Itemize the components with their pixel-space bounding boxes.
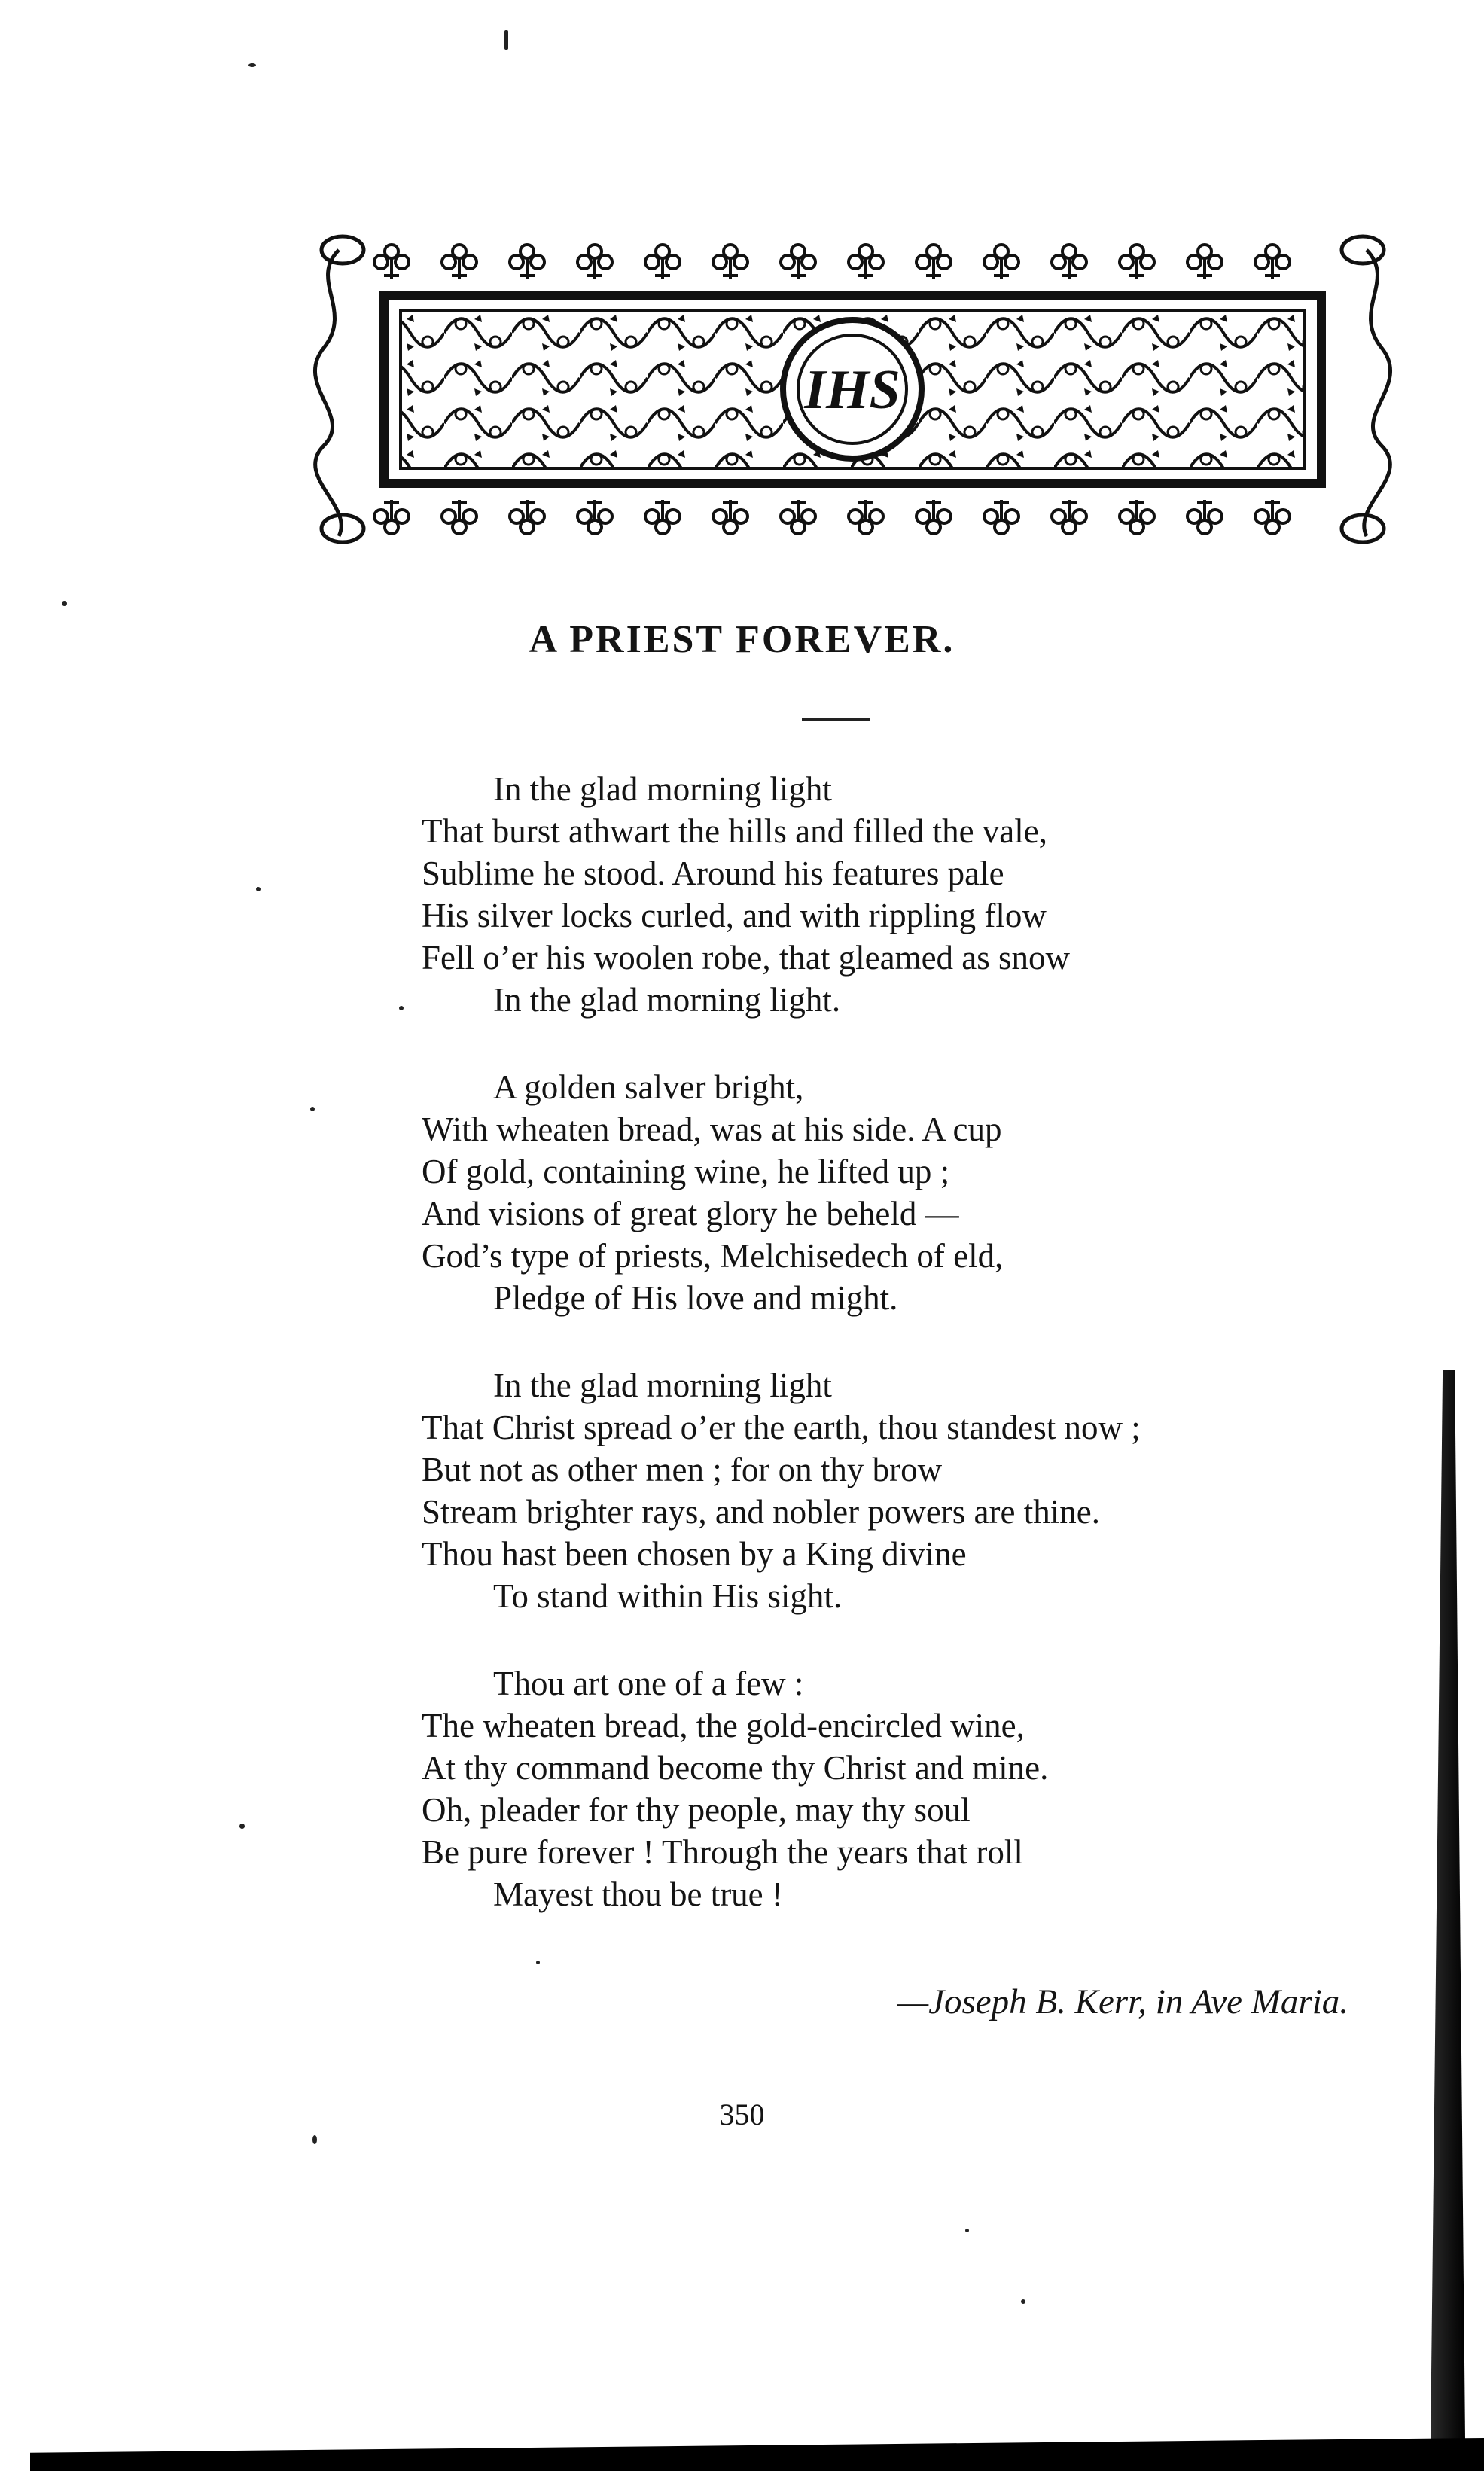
poem-line: In the glad morning light.: [493, 981, 841, 1019]
scan-shadow-edge: [30, 2438, 1484, 2471]
poem-line: Sublime he stood. Around his features pale: [422, 855, 1004, 892]
poem-line: In the glad morning light: [493, 770, 832, 808]
scan-speck: [504, 30, 508, 50]
scan-speck: [312, 2135, 317, 2144]
scan-speck: [248, 63, 256, 67]
stanza: [422, 1662, 1400, 1915]
ornamental-headpiece: [309, 220, 1397, 559]
page-number: 350: [719, 2098, 765, 2131]
poem-line: And visions of great glory he beheld —: [422, 1195, 959, 1232]
poem-line: That burst athwart the hills and filled the vale,: [422, 812, 1048, 850]
poem-attribution: —Joseph B. Kerr, in Ave Maria.: [897, 1982, 1348, 2022]
poem-line: Thou hast been chosen by a King divine: [422, 1535, 967, 1573]
poem-line: Thou art one of a few :: [493, 1665, 804, 1702]
top-fleuron-row: [374, 245, 1290, 279]
stanza: [422, 768, 1400, 1021]
stanza: [422, 1364, 1400, 1617]
scan-speck: [239, 1824, 245, 1829]
poem-line: Be pure forever ! Through the years that roll: [422, 1833, 1023, 1871]
poem-line: Oh, pleader for thy people, may thy soul: [422, 1791, 971, 1829]
poem-line: But not as other men ; for on thy brow: [422, 1451, 943, 1488]
ihs-monogram: IHS: [804, 359, 900, 421]
poem-line: A golden salver bright,: [493, 1068, 804, 1106]
scan-shadow-edge: [1431, 1370, 1465, 2439]
poem-line: Stream brighter rays, and nobler powers are thine.: [422, 1493, 1100, 1531]
scan-speck: [965, 2229, 969, 2232]
scan-speck: [399, 1006, 404, 1010]
scan-speck: [1021, 2299, 1025, 2304]
title-divider: [802, 718, 870, 721]
poem-line: His silver locks curled, and with rippling flow: [422, 897, 1047, 934]
poem-line: That Christ spread o’er the earth, thou standest now ;: [422, 1409, 1141, 1446]
stanza: [422, 1066, 1400, 1319]
poem-line: Pledge of His love and might.: [493, 1279, 898, 1317]
poem-title: A PRIEST FOREVER.: [529, 618, 955, 661]
poem-line: At thy command become thy Christ and mine.: [422, 1749, 1049, 1787]
bottom-fleuron-row: [374, 500, 1290, 534]
poem-line: In the glad morning light: [493, 1367, 832, 1404]
poem-line: With wheaten bread, was at his side. A cup: [422, 1111, 1002, 1148]
poem-line: The wheaten bread, the gold-encircled wine,: [422, 1707, 1025, 1744]
poem-body: [422, 768, 1400, 1961]
poem-line: God’s type of priests, Melchisedech of eld,: [422, 1237, 1004, 1275]
scan-speck: [536, 1961, 540, 1964]
scan-speck: [310, 1107, 315, 1111]
poem-line: Of gold, containing wine, he lifted up ;: [422, 1153, 950, 1190]
poem-line: Mayest thou be true !: [493, 1875, 783, 1913]
poem-line: To stand within His sight.: [493, 1577, 843, 1615]
poem-line: Fell o’er his woolen robe, that gleamed as snow: [422, 939, 1071, 977]
scan-speck: [256, 887, 261, 891]
scan-speck: [62, 601, 67, 606]
